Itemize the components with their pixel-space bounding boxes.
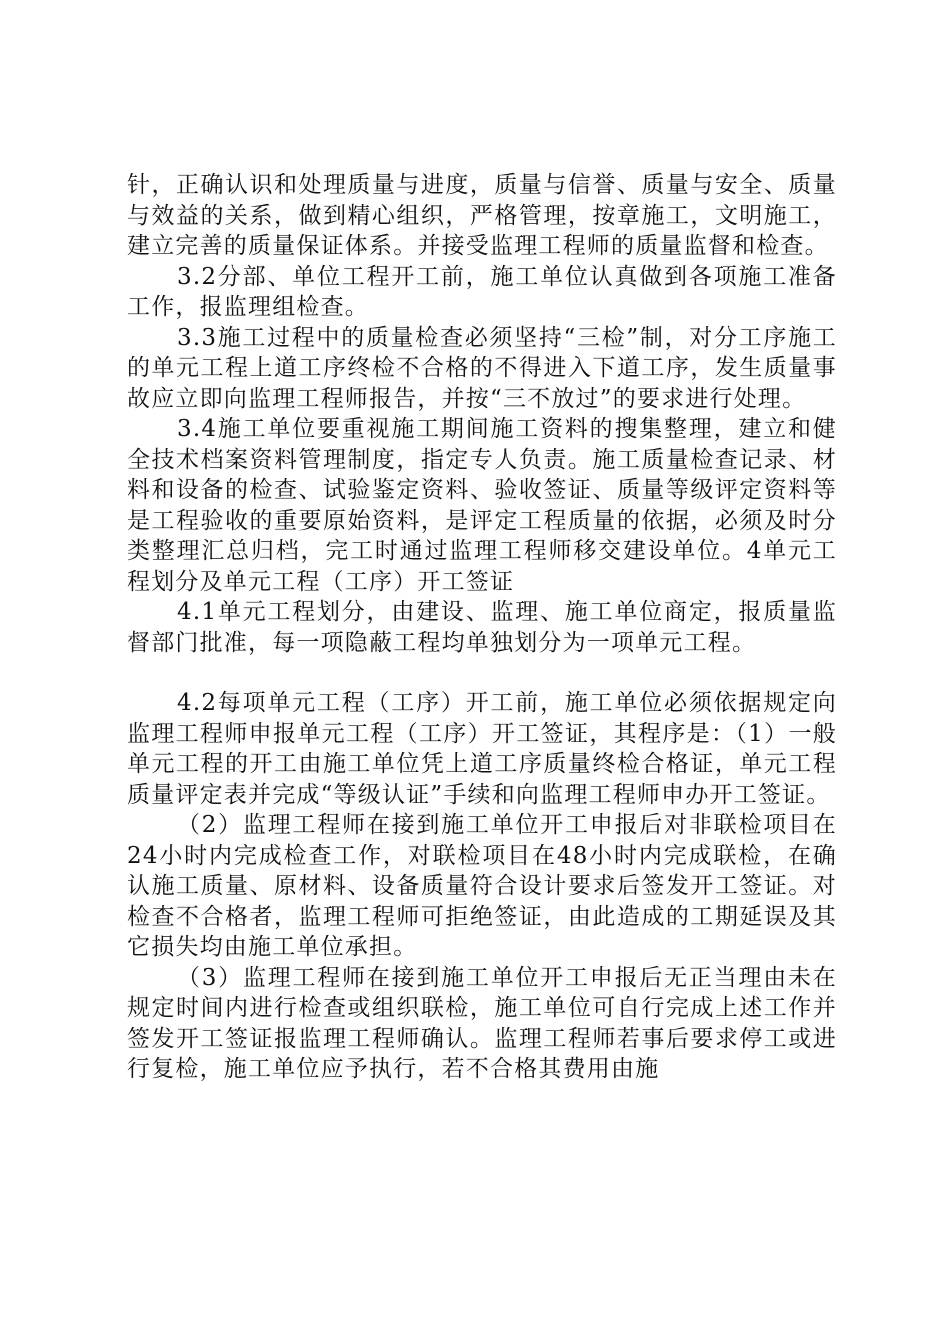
paragraph-3-3: 3.3施工过程中的质量检查必须坚持“三检”制，对分工序施工的单元工程上道工序终检不合格的不得进入下道工序，发生质量事故应立即向监理工程师报告，并按“三不放过”的要求进行处理。: [127, 324, 837, 412]
paragraph-step-3: （3）监理工程师在接到施工单位开工申报后无正当理由未在规定时间内进行检查或组织联检，施工单位可自行完成上述工作并签发开工签证报监理工程师确认。监理工程师若事后要求停工或进行复检，施工单位应予执行，若不合格其费用由施: [127, 964, 837, 1082]
paragraph-4-2: 4.2每项单元工程（工序）开工前，施工单位必须依据规定向监理工程师申报单元工程（工序）开工签证，其程序是：（1）一般单元工程的开工由施工单位凭上道工序质量终检合格证，单元工程质量评定表并完成“等级认证”手续和向监理工程师申办开工签证。: [127, 690, 837, 808]
paragraph-continuation: 针，正确认识和处理质量与进度，质量与信誉、质量与安全、质量与效益的关系，做到精心组织，严格管理，按章施工，文明施工，建立完善的质量保证体系。并接受监理工程师的质量监督和检查。: [127, 172, 837, 259]
paragraph-3-2: 3.2分部、单位工程开工前，施工单位认真做到各项施工准备工作，报监理组检查。: [127, 263, 837, 320]
paragraph-3-4: 3.4施工单位要重视施工期间施工资料的搜集整理，建立和健全技术档案资料管理制度，指定专人负责。施工质量检查记录、材料和设备的检查、试验鉴定资料、验收签证、质量等级评定资料等是工程验收的重要原始资料，是评定工程质量的依据，必须及时分类整理汇总归档，完工时通过监理工程师移交建设单位。4单元工程划分及单元工程（工序）开工签证: [127, 416, 837, 595]
paragraph-4-1: 4.1单元工程划分，由建设、监理、施工单位商定，报质量监督部门批准，每一项隐蔽工程均单独划分为一项单元工程。: [127, 599, 837, 656]
document-body: [127, 170, 837, 1085]
paragraph-step-2: （2）监理工程师在接到施工单位开工申报后对非联检项目在24小时内完成检查工作，对联检项目在48小时内完成联检，在确认施工质量、原材料、设备质量符合设计要求后签发开工签证。对检查不合格者，监理工程师可拒绝签证，由此造成的工期延误及其它损失均由施工单位承担。: [127, 812, 837, 960]
paragraph-spacer: [127, 658, 837, 688]
